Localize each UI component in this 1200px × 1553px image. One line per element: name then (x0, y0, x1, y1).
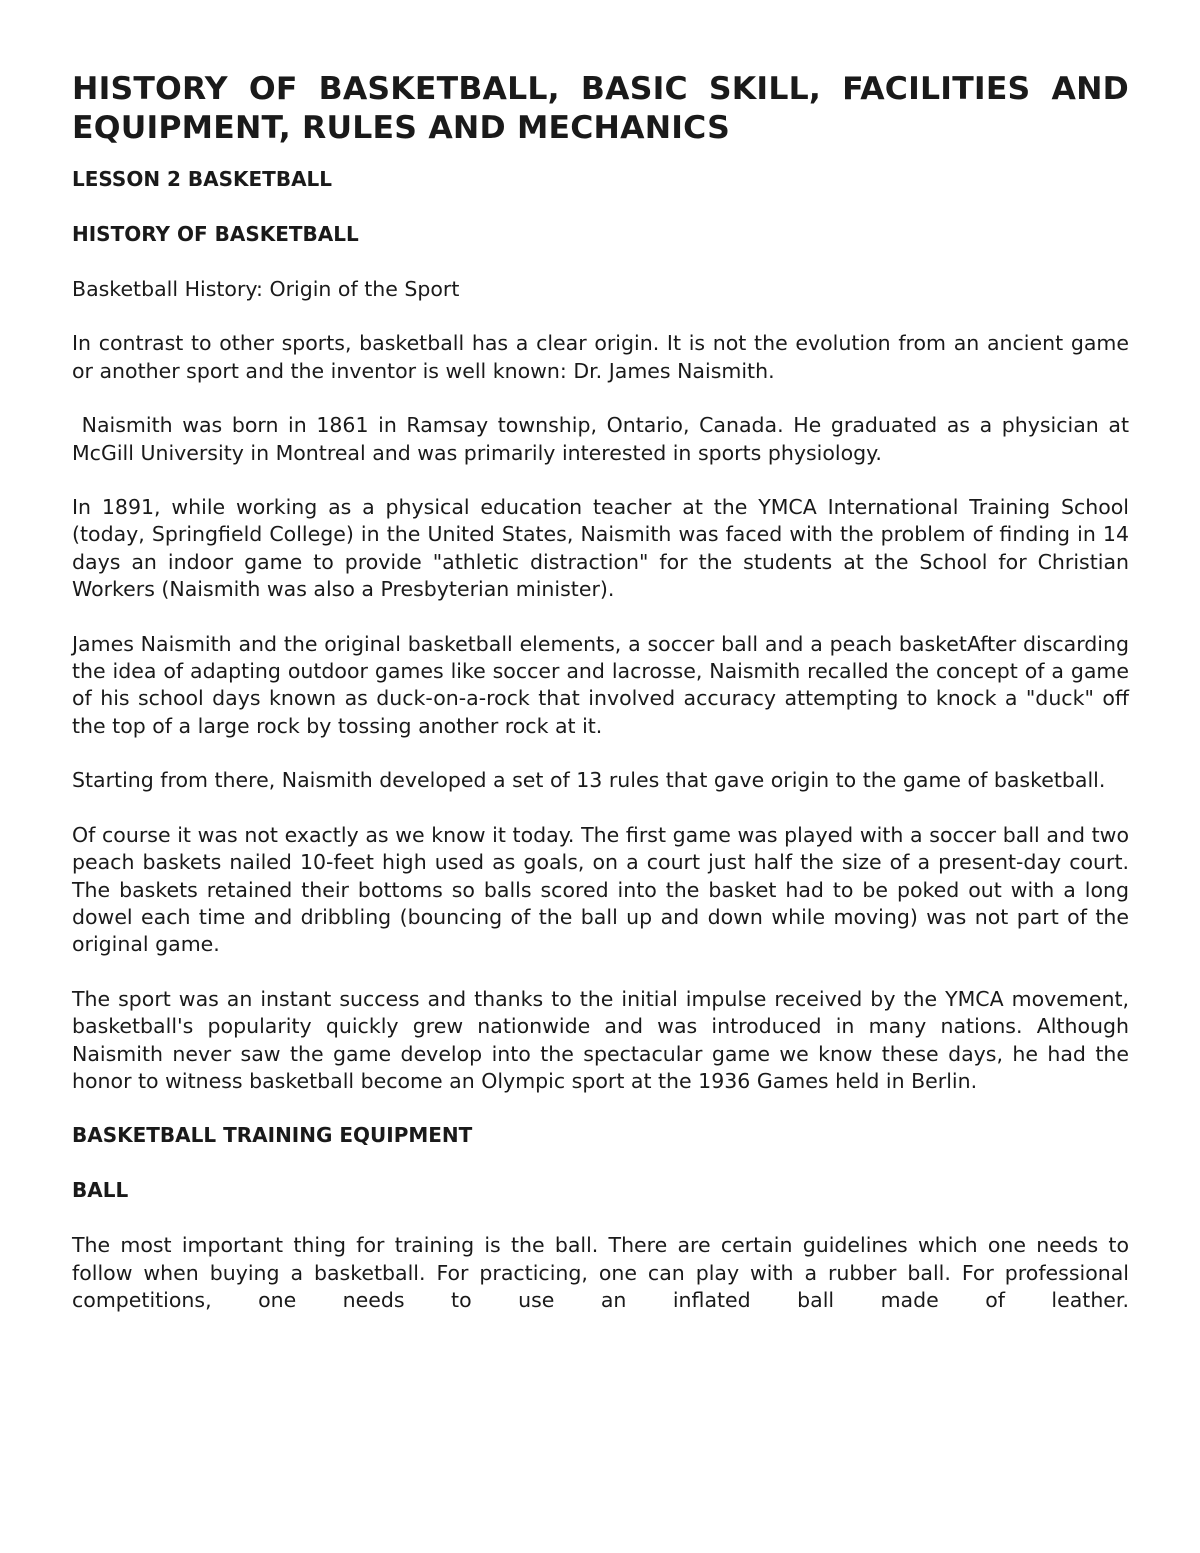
document-title: HISTORY OF BASKETBALL, BASIC SKILL, FACILITIES AND EQUIPMENT, RULES AND MECHANICS (72, 71, 1129, 146)
history-subtitle: Basketball History: Origin of the Sport (72, 277, 460, 301)
paragraph-ball: The most important thing for training is the ball. There are certain guidelines which one needs to follow when buying a basketball. For practicing, one can play with a rubber ball. For professional competitions, one needs to use an inflated ball made of leather. (72, 1233, 1129, 1313)
ball-heading: BALL (72, 1178, 129, 1203)
lesson-heading: LESSON 2 BASKETBALL (72, 167, 333, 191)
paragraph-ymca-1891: In 1891, while working as a physical education teacher at the YMCA International Training School (today, Springfield College) in the United States, Naismith was faced with the problem of finding in 14 days an indoor game to provide "athletic distraction" for the students at the School for Christian Workers (Naismith was also a Presbyterian minister). (72, 495, 1129, 602)
paragraph-duck-on-a-rock: James Naismith and the original basketball elements, a soccer ball and a peach basketAfter discarding the idea of adapting outdoor games like soccer and lacrosse, Naismith recalled the concept of a game of his school days known as duck-on-a-rock that involved accuracy attempting to knock a "duck" off the top of a large rock by tossing another rock at it. (72, 631, 1129, 738)
document-page (72, 70, 1136, 1342)
paragraph-naismith-birth: Naismith was born in 1861 in Ramsay township, Ontario, Canada. He graduated as a physician at McGill University in Montreal and was primarily interested in sports physiology. (72, 413, 1136, 465)
history-heading: HISTORY OF BASKETBALL (72, 222, 359, 246)
equipment-heading: BASKETBALL TRAINING EQUIPMENT (72, 1123, 473, 1148)
paragraph-first-game: Of course it was not exactly as we know it today. The first game was played with a soccer ball and two peach baskets nailed 10-feet high used as goals, on a court just half the size of a present-day court. The baskets retained their bottoms so balls scored into the basket had to be poked out with a long dowel each time and dribbling (bouncing of the ball up and down while moving) was not part of the original game. (72, 822, 1129, 957)
paragraph-13-rules: Starting from there, Naismith developed a set of 13 rules that gave origin to the game of basketball. (72, 768, 1106, 793)
paragraph-origin: In contrast to other sports, basketball has a clear origin. It is not the evolution from an ancient game or another sport and the inventor is well known: Dr. James Naismith. (72, 331, 1129, 383)
paragraph-instant-success: The sport was an instant success and thanks to the initial impulse received by the YMCA movement, basketball's popularity quickly grew nationwide and was introduced in many nations. Although Naismith never saw the game develop into the spectacular game we know these days, he had the honor to witness basketball become an Olympic sport at the 1936 Games held in Berlin. (72, 986, 1129, 1093)
